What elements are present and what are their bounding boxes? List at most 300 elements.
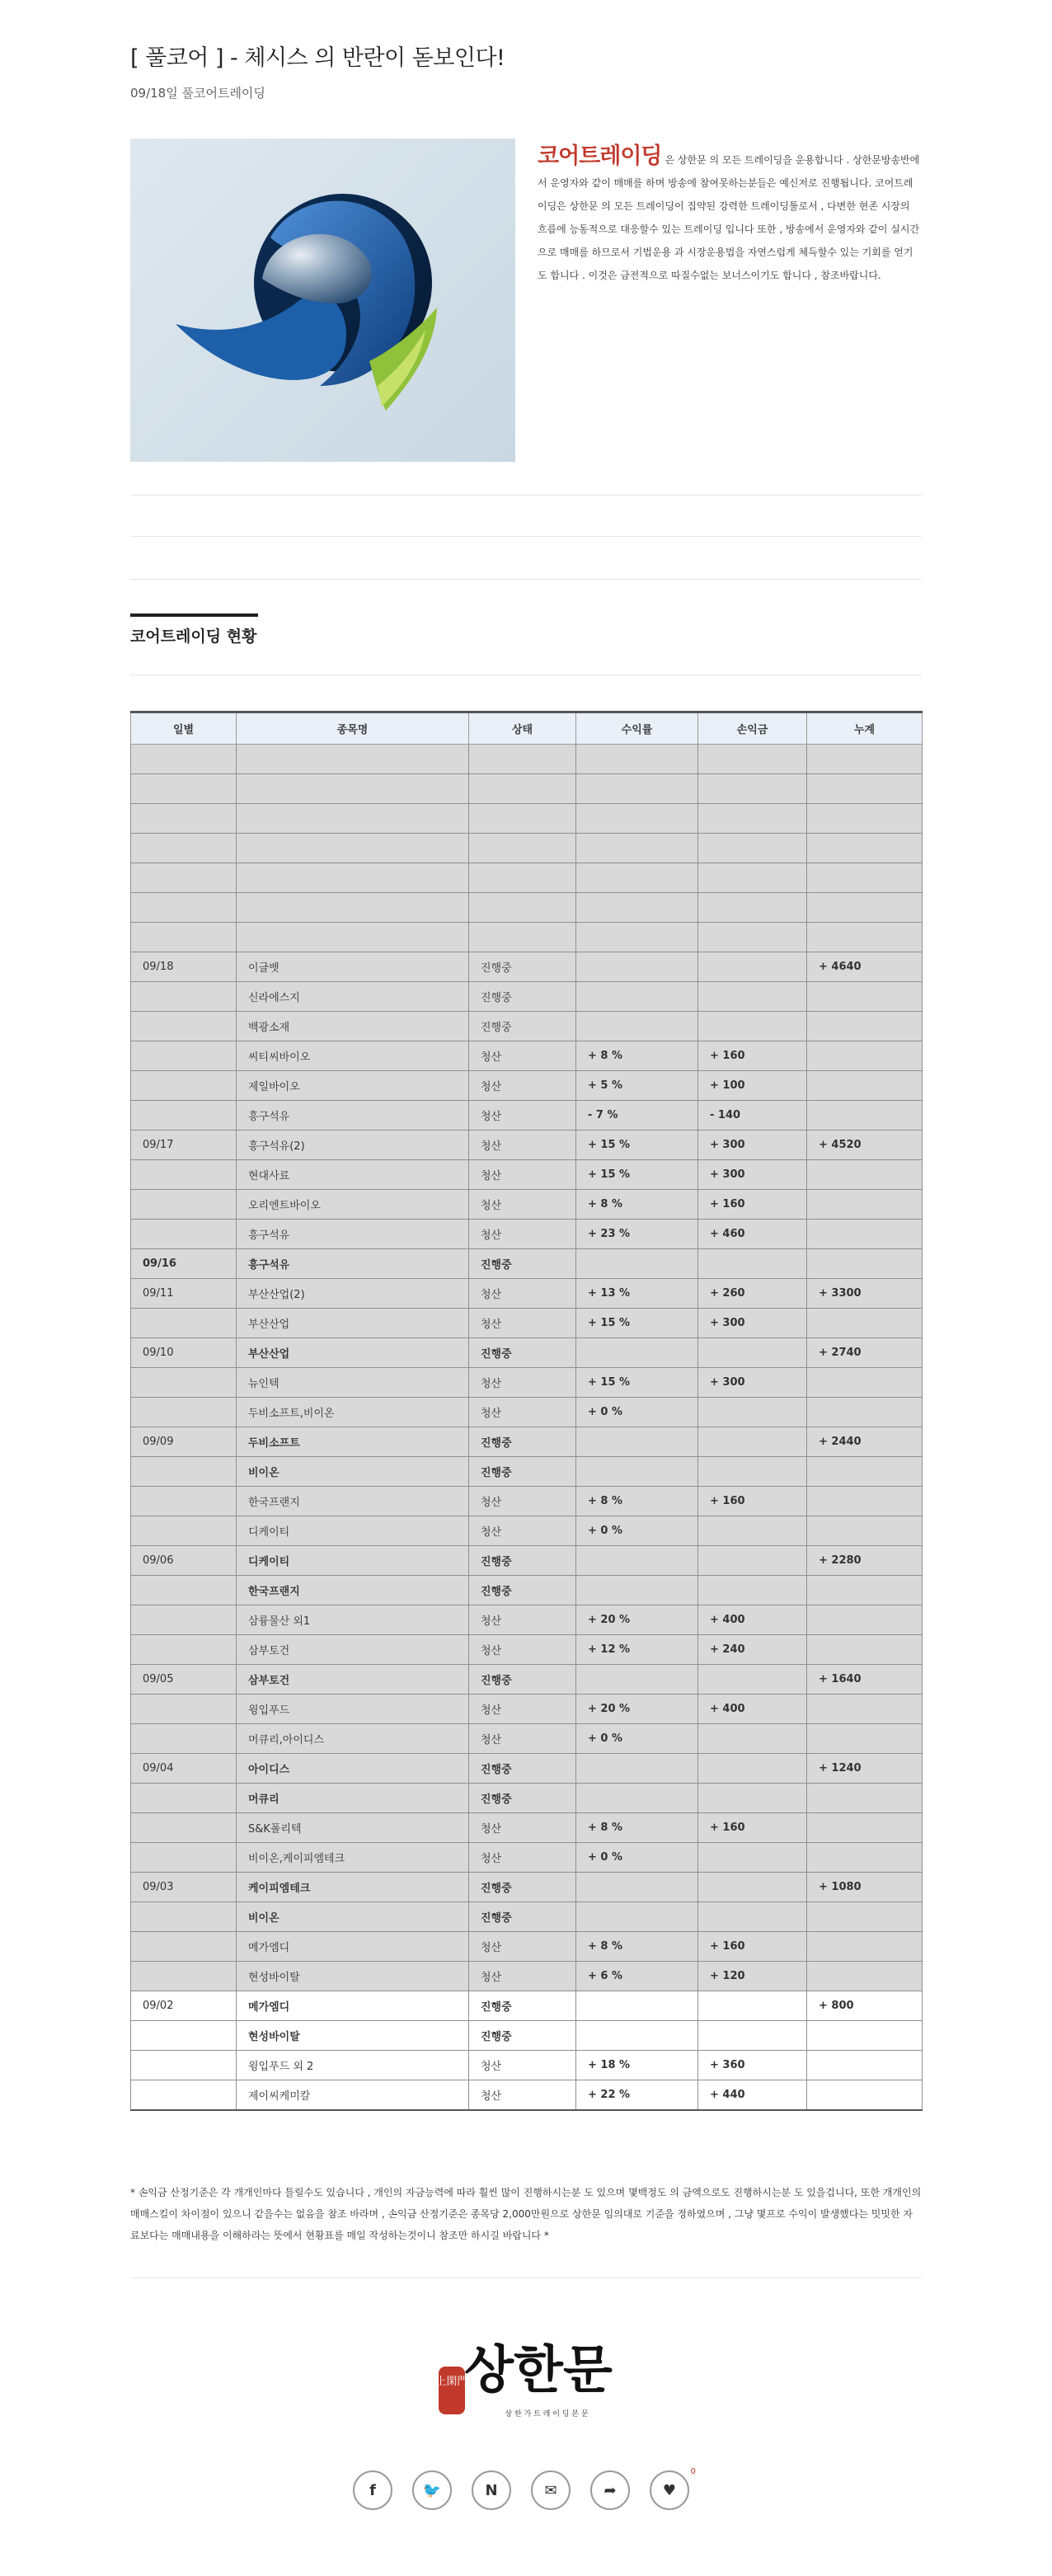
cell-status: 청산 xyxy=(469,1190,576,1220)
naver-icon: N xyxy=(485,2481,498,2499)
table-row xyxy=(131,982,923,1012)
table-row xyxy=(131,1487,923,1516)
cell-status: 진행중 xyxy=(469,1012,576,1041)
cell-cumulative xyxy=(807,1902,923,1932)
cell-pnl: + 300 xyxy=(698,1160,807,1190)
table-cell-empty xyxy=(807,834,923,863)
trading-status-table xyxy=(130,711,923,2111)
cell-cumulative xyxy=(807,1368,923,1398)
cell-pnl xyxy=(698,982,807,1012)
cell-pnl xyxy=(698,1249,807,1279)
cell-cumulative: + 800 xyxy=(807,1991,923,2021)
cell-date xyxy=(131,1784,237,1813)
cell-stock-name: 백광소재 xyxy=(237,1012,469,1041)
table-row xyxy=(131,1813,923,1843)
table-cell-empty xyxy=(237,893,469,923)
cell-date xyxy=(131,1457,237,1487)
cell-status: 청산 xyxy=(469,1398,576,1427)
cell-date xyxy=(131,1932,237,1962)
table-row xyxy=(131,1873,923,1902)
table-cell-empty xyxy=(698,863,807,893)
cell-return-rate: + 15 % xyxy=(576,1131,698,1160)
section-title: 코어트레이딩 현황 xyxy=(130,628,257,646)
table-row xyxy=(131,1902,923,1932)
cell-stock-name: 디케이티 xyxy=(237,1546,469,1576)
cell-status: 청산 xyxy=(469,1813,576,1843)
table-row xyxy=(131,1160,923,1190)
header-status: 상태 xyxy=(469,712,576,745)
cell-status: 진행중 xyxy=(469,1546,576,1576)
table-row xyxy=(131,1279,923,1309)
cell-stock-name: 윙입푸드 xyxy=(237,1695,469,1724)
cell-pnl: + 260 xyxy=(698,1279,807,1309)
cell-pnl: + 160 xyxy=(698,1487,807,1516)
cell-pnl: + 160 xyxy=(698,1190,807,1220)
table-row-empty xyxy=(131,774,923,804)
cell-stock-name: 케이피엠테크 xyxy=(237,1873,469,1902)
cell-stock-name: 비이온 xyxy=(237,1902,469,1932)
table-row xyxy=(131,1249,923,1279)
table-row xyxy=(131,1220,923,1249)
cell-stock-name: 현대사료 xyxy=(237,1160,469,1190)
cell-cumulative xyxy=(807,1160,923,1190)
cell-pnl xyxy=(698,1902,807,1932)
cell-status: 진행중 xyxy=(469,1902,576,1932)
cell-date xyxy=(131,1309,237,1338)
cell-status: 청산 xyxy=(469,1932,576,1962)
table-cell-empty xyxy=(469,863,576,893)
cell-return-rate xyxy=(576,982,698,1012)
cell-return-rate: + 15 % xyxy=(576,1309,698,1338)
cell-stock-name: 비이온 xyxy=(237,1457,469,1487)
table-cell-empty xyxy=(469,804,576,834)
cell-pnl xyxy=(698,1784,807,1813)
table-cell-empty xyxy=(576,834,698,863)
cell-status: 진행중 xyxy=(469,1427,576,1457)
cell-date xyxy=(131,1902,237,1932)
divider xyxy=(130,579,922,580)
table-cell-empty xyxy=(807,774,923,804)
table-row xyxy=(131,1041,923,1071)
cell-pnl xyxy=(698,1754,807,1784)
cell-stock-name: 윙입푸드 외 2 xyxy=(237,2051,469,2080)
cell-cumulative xyxy=(807,1249,923,1279)
table-cell-empty xyxy=(131,893,237,923)
cell-pnl: + 100 xyxy=(698,1071,807,1101)
cell-stock-name: 이글벳 xyxy=(237,952,469,982)
cell-return-rate xyxy=(576,952,698,982)
table-cell-empty xyxy=(698,804,807,834)
table-row xyxy=(131,1398,923,1427)
table-row xyxy=(131,1131,923,1160)
cell-return-rate: + 13 % xyxy=(576,1279,698,1309)
cell-cumulative xyxy=(807,1071,923,1101)
cell-stock-name: 제이씨케미칼 xyxy=(237,2080,469,2111)
table-cell-empty xyxy=(237,745,469,774)
cell-date xyxy=(131,1101,237,1131)
cell-status: 진행중 xyxy=(469,1338,576,1368)
cell-date: 09/10 xyxy=(131,1338,237,1368)
cell-pnl xyxy=(698,1546,807,1576)
cell-status: 청산 xyxy=(469,1487,576,1516)
cell-status: 진행중 xyxy=(469,1576,576,1605)
cell-cumulative xyxy=(807,1724,923,1754)
cell-pnl: + 440 xyxy=(698,2080,807,2111)
logo-text: 상한문 xyxy=(464,2339,613,2400)
cell-cumulative xyxy=(807,1012,923,1041)
cell-status: 청산 xyxy=(469,1724,576,1754)
table-cell-empty xyxy=(576,774,698,804)
table-row xyxy=(131,1991,923,2021)
cell-status: 청산 xyxy=(469,1368,576,1398)
cell-status: 진행중 xyxy=(469,1249,576,1279)
cell-cumulative xyxy=(807,1576,923,1605)
cell-pnl xyxy=(698,1338,807,1368)
like-count: 0 xyxy=(690,2467,696,2476)
table-row xyxy=(131,1516,923,1546)
cell-date xyxy=(131,1724,237,1754)
cell-stock-name: 현성바이탈 xyxy=(237,2021,469,2051)
intro-text: 은 상한문 의 모든 트레이딩을 운용합니다 . 상한문방송반에서 운영자와 같이 매매를 하며 방송에 참여못하는분들은 예신저로 진행됩니다. 코어트레이딩은 상한문 의 모든 트레이딩이 집약된 강력한 트레이딩툴로서 , 다변한 현존 시장의 흐름에 능동적으로 대응할수 있는 트레이딩 입니다 또한 , 방송에서 운영자와 같이 실시간으로 매매를 하므로서 기법운용 과 시장운용법을 자연스럽게 체득할수 있는 기회를 얻기도 합니다 . 이것은 금전적으로 따질수없는 보너스이기도 합니다 , 참조바랍니다. xyxy=(538,154,920,281)
table-cell-empty xyxy=(131,834,237,863)
cell-return-rate xyxy=(576,1665,698,1695)
table-row xyxy=(131,1784,923,1813)
cell-return-rate: + 8 % xyxy=(576,1190,698,1220)
cell-pnl: + 120 xyxy=(698,1962,807,1991)
cell-cumulative xyxy=(807,1101,923,1131)
cell-return-rate xyxy=(576,1012,698,1041)
twitter-share-button[interactable] xyxy=(412,2470,452,2510)
cell-cumulative xyxy=(807,1784,923,1813)
share-icon: ➦ xyxy=(603,2481,617,2499)
table-row xyxy=(131,952,923,982)
naver-share-button[interactable] xyxy=(472,2470,511,2510)
cell-return-rate xyxy=(576,1338,698,1368)
share-bar xyxy=(353,2467,716,2513)
cell-stock-name: 제일바이오 xyxy=(237,1071,469,1101)
table-row xyxy=(131,2021,923,2051)
header-pnl: 손익금 xyxy=(698,712,807,745)
cell-date: 09/06 xyxy=(131,1546,237,1576)
cell-stock-name: 흥구석유 xyxy=(237,1249,469,1279)
cell-date: 09/18 xyxy=(131,952,237,982)
intro-brand: 코어트레이딩 xyxy=(538,143,662,169)
table-cell-empty xyxy=(576,804,698,834)
cell-pnl: + 300 xyxy=(698,1131,807,1160)
cell-pnl xyxy=(698,1576,807,1605)
cell-date xyxy=(131,1635,237,1665)
table-cell-empty xyxy=(576,893,698,923)
cell-status: 청산 xyxy=(469,1101,576,1131)
table-row xyxy=(131,1754,923,1784)
cell-stock-name: 메가엠디 xyxy=(237,1932,469,1962)
cell-date xyxy=(131,982,237,1012)
cell-pnl: + 160 xyxy=(698,1813,807,1843)
cell-stock-name: 부산산업 xyxy=(237,1338,469,1368)
cell-return-rate xyxy=(576,1991,698,2021)
table-row xyxy=(131,1457,923,1487)
table-cell-empty xyxy=(131,745,237,774)
cell-date: 09/16 xyxy=(131,1249,237,1279)
cell-cumulative xyxy=(807,1190,923,1220)
cell-cumulative xyxy=(807,1041,923,1071)
cell-return-rate: + 18 % xyxy=(576,2051,698,2080)
cell-pnl xyxy=(698,2021,807,2051)
cell-date: 09/02 xyxy=(131,1991,237,2021)
table-row-empty xyxy=(131,863,923,893)
table-cell-empty xyxy=(576,745,698,774)
cell-date xyxy=(131,1220,237,1249)
cell-pnl: + 240 xyxy=(698,1635,807,1665)
table-body xyxy=(131,745,923,2111)
cell-return-rate: + 0 % xyxy=(576,1398,698,1427)
cell-status: 진행중 xyxy=(469,1665,576,1695)
header-return-rate: 수익률 xyxy=(576,712,698,745)
table-cell-empty xyxy=(807,804,923,834)
table-row xyxy=(131,1962,923,1991)
cell-pnl: + 360 xyxy=(698,2051,807,2080)
cell-stock-name: S&K폴리텍 xyxy=(237,1813,469,1843)
cell-status: 청산 xyxy=(469,2080,576,2111)
table-cell-empty xyxy=(237,863,469,893)
share-share-button[interactable] xyxy=(590,2470,630,2510)
table-cell-empty xyxy=(237,804,469,834)
cell-date xyxy=(131,1962,237,1991)
logo-subtext: 상 한 가 트 레 이 딩 본 문 xyxy=(505,2410,589,2419)
cell-return-rate: + 20 % xyxy=(576,1605,698,1635)
sanghanmun-logo xyxy=(435,2309,617,2424)
table-cell-empty xyxy=(469,774,576,804)
facebook-share-button[interactable] xyxy=(353,2470,392,2510)
cell-pnl: - 140 xyxy=(698,1101,807,1131)
cell-cumulative xyxy=(807,1635,923,1665)
cell-cumulative xyxy=(807,1398,923,1427)
cell-return-rate: + 8 % xyxy=(576,1813,698,1843)
cell-stock-name: 흥구석유(2) xyxy=(237,1131,469,1160)
cell-date xyxy=(131,2051,237,2080)
cell-status: 청산 xyxy=(469,1962,576,1991)
table-cell-empty xyxy=(237,834,469,863)
table-cell-empty xyxy=(807,863,923,893)
post-meta: 09/18일 풀코어트레이딩 xyxy=(130,86,265,101)
cell-stock-name: 삼부토건 xyxy=(237,1635,469,1665)
table-cell-empty xyxy=(576,863,698,893)
core-trading-logo-image xyxy=(130,139,515,462)
table-row-empty xyxy=(131,745,923,774)
heart-icon: ♥ xyxy=(662,2481,677,2499)
section-title-bar xyxy=(130,613,258,617)
table-cell-empty xyxy=(469,893,576,923)
table-cell-empty xyxy=(237,923,469,952)
cell-status: 청산 xyxy=(469,1605,576,1635)
table-row xyxy=(131,1665,923,1695)
cell-date xyxy=(131,1368,237,1398)
divider xyxy=(130,495,922,496)
cell-cumulative xyxy=(807,982,923,1012)
table-row-empty xyxy=(131,923,923,952)
cell-date: 09/04 xyxy=(131,1754,237,1784)
cell-status: 청산 xyxy=(469,1635,576,1665)
table-cell-empty xyxy=(469,834,576,863)
cell-cumulative xyxy=(807,1457,923,1487)
table-cell-empty xyxy=(698,923,807,952)
table-cell-empty xyxy=(807,893,923,923)
cell-stock-name: 비이온,케이피엠테크 xyxy=(237,1843,469,1873)
cell-date xyxy=(131,1605,237,1635)
cell-cumulative xyxy=(807,1487,923,1516)
header-cumulative: 누계 xyxy=(807,712,923,745)
cell-cumulative xyxy=(807,1843,923,1873)
table-cell-empty xyxy=(131,863,237,893)
cell-status: 청산 xyxy=(469,1279,576,1309)
header-date: 일별 xyxy=(131,712,237,745)
cell-date xyxy=(131,2080,237,2111)
cell-date xyxy=(131,1398,237,1427)
cell-date xyxy=(131,1012,237,1041)
cell-date: 09/17 xyxy=(131,1131,237,1160)
table-row xyxy=(131,2051,923,2080)
cell-cumulative: + 4520 xyxy=(807,1131,923,1160)
cell-return-rate xyxy=(576,1249,698,1279)
cell-status: 청산 xyxy=(469,1843,576,1873)
cell-status: 청산 xyxy=(469,2051,576,2080)
cell-stock-name: 삼부토건 xyxy=(237,1665,469,1695)
cell-status: 청산 xyxy=(469,1695,576,1724)
cell-stock-name: 한국프랜지 xyxy=(237,1487,469,1516)
cell-return-rate: - 7 % xyxy=(576,1101,698,1131)
cell-return-rate: + 15 % xyxy=(576,1368,698,1398)
cell-date xyxy=(131,1843,237,1873)
table-header-row xyxy=(131,712,923,745)
cell-pnl: + 460 xyxy=(698,1220,807,1249)
cell-return-rate: + 23 % xyxy=(576,1220,698,1249)
cell-return-rate: + 6 % xyxy=(576,1962,698,1991)
table-row xyxy=(131,1576,923,1605)
table-row xyxy=(131,1932,923,1962)
cell-cumulative: + 2740 xyxy=(807,1338,923,1368)
cell-cumulative: + 4640 xyxy=(807,952,923,982)
cell-status: 진행중 xyxy=(469,982,576,1012)
cell-return-rate: + 5 % xyxy=(576,1071,698,1101)
cell-stock-name: 두비소프트,비이온 xyxy=(237,1398,469,1427)
cell-pnl: + 160 xyxy=(698,1041,807,1071)
cell-cumulative xyxy=(807,1695,923,1724)
cell-status: 진행중 xyxy=(469,1754,576,1784)
cell-date xyxy=(131,1813,237,1843)
cell-stock-name: 부산산업(2) xyxy=(237,1279,469,1309)
table-row xyxy=(131,2080,923,2111)
cell-stock-name: 흥구석유 xyxy=(237,1220,469,1249)
notice-text: * 손익금 산정기준은 각 개개인마다 틀릴수도 있습니다 , 개인의 자금능력에 따라 훨씬 많이 진행하시는분 도 있으며 몇백정도 의 금액으로도 진행하시는분 도 있을겁니다, 또한 개개인의 매매스킬이 차이점이 있으니 같을수는 없음을 참조 바라며 , 손익금 산정기준은 종목당 2,000만원으로 상한문 임의대로 기준을 정하였으며 , 그냥 몇프로 수익이 발생했다는 밋밋한 자료보다는 매매내용을 이해하라는 뜻에서 현황표를 매일 작성하는것이니 참조만 하시길 바랍니다 * xyxy=(130,2187,922,2241)
cell-pnl xyxy=(698,1398,807,1427)
post-title: [ 풀코어 ] - 체시스 의 반란이 돋보인다! xyxy=(130,45,505,71)
cell-return-rate: + 8 % xyxy=(576,1041,698,1071)
cell-status: 진행중 xyxy=(469,1873,576,1902)
table-row-empty xyxy=(131,834,923,863)
cell-status: 진행중 xyxy=(469,1457,576,1487)
cell-return-rate xyxy=(576,1457,698,1487)
logo-seal xyxy=(439,2367,465,2414)
cell-return-rate: + 22 % xyxy=(576,2080,698,2111)
cell-date xyxy=(131,1190,237,1220)
table-row xyxy=(131,1635,923,1665)
table-row xyxy=(131,1695,923,1724)
cell-status: 청산 xyxy=(469,1071,576,1101)
table-row xyxy=(131,1605,923,1635)
table-cell-empty xyxy=(576,923,698,952)
table-row xyxy=(131,1338,923,1368)
cell-date xyxy=(131,1576,237,1605)
cell-cumulative xyxy=(807,2080,923,2111)
cell-stock-name: 씨티씨바이오 xyxy=(237,1041,469,1071)
table-row xyxy=(131,1843,923,1873)
heart-share-button[interactable] xyxy=(650,2467,696,2510)
cell-cumulative xyxy=(807,1309,923,1338)
mail-share-button[interactable] xyxy=(531,2470,571,2510)
cell-cumulative: + 3300 xyxy=(807,1279,923,1309)
cell-cumulative: + 1080 xyxy=(807,1873,923,1902)
cell-date: 09/11 xyxy=(131,1279,237,1309)
cell-stock-name: 디케이티 xyxy=(237,1516,469,1546)
cell-return-rate xyxy=(576,1427,698,1457)
cell-pnl xyxy=(698,1843,807,1873)
table-row xyxy=(131,1101,923,1131)
cell-return-rate xyxy=(576,1873,698,1902)
cell-status: 청산 xyxy=(469,1309,576,1338)
cell-pnl xyxy=(698,1991,807,2021)
cell-stock-name: 머큐리,아이디스 xyxy=(237,1724,469,1754)
cell-pnl: + 160 xyxy=(698,1932,807,1962)
cell-date xyxy=(131,1071,237,1101)
cell-pnl xyxy=(698,1665,807,1695)
cell-cumulative: + 2280 xyxy=(807,1546,923,1576)
intro-paragraph xyxy=(538,145,922,287)
cell-cumulative: + 2440 xyxy=(807,1427,923,1457)
table-cell-empty xyxy=(698,774,807,804)
cell-return-rate: + 15 % xyxy=(576,1160,698,1190)
table-row-empty xyxy=(131,804,923,834)
table-cell-empty xyxy=(698,834,807,863)
cell-pnl: + 400 xyxy=(698,1605,807,1635)
table-row xyxy=(131,1546,923,1576)
table-cell-empty xyxy=(469,923,576,952)
cell-status: 진행중 xyxy=(469,952,576,982)
cell-cumulative: + 1640 xyxy=(807,1665,923,1695)
cell-stock-name: 신라에스지 xyxy=(237,982,469,1012)
cell-return-rate: + 20 % xyxy=(576,1695,698,1724)
cell-pnl: + 300 xyxy=(698,1368,807,1398)
table-cell-empty xyxy=(807,923,923,952)
header-stock-name: 종목명 xyxy=(237,712,469,745)
cell-return-rate xyxy=(576,1546,698,1576)
cell-stock-name: 한국프랜지 xyxy=(237,1576,469,1605)
cell-status: 청산 xyxy=(469,1220,576,1249)
table-cell-empty xyxy=(469,745,576,774)
cell-stock-name: 현성바이탈 xyxy=(237,1962,469,1991)
cell-stock-name: 두비소프트 xyxy=(237,1427,469,1457)
cell-cumulative xyxy=(807,1813,923,1843)
cell-pnl xyxy=(698,1427,807,1457)
cell-stock-name: 뉴인텍 xyxy=(237,1368,469,1398)
cell-stock-name: 삼륭물산 외1 xyxy=(237,1605,469,1635)
cell-stock-name: 오리엔트바이오 xyxy=(237,1190,469,1220)
cell-pnl xyxy=(698,1873,807,1902)
cell-pnl xyxy=(698,1516,807,1546)
facebook-icon: f xyxy=(369,2481,376,2499)
table-cell-empty xyxy=(131,923,237,952)
cell-cumulative xyxy=(807,1220,923,1249)
cell-status: 청산 xyxy=(469,1516,576,1546)
